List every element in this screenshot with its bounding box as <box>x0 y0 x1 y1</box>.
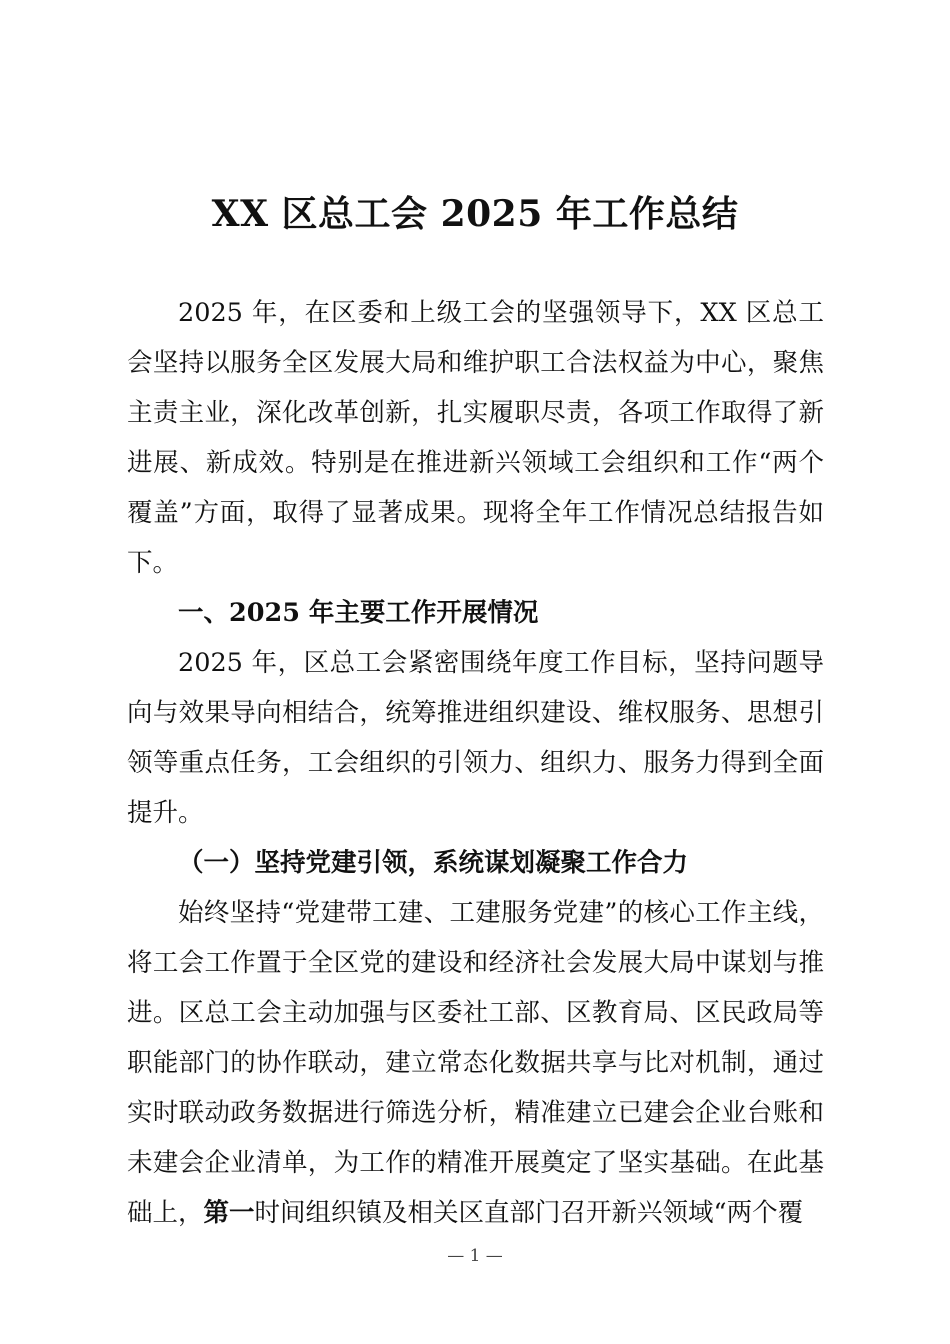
section-heading-1: 一、2025 年主要工作开展情况 <box>178 598 539 628</box>
document-title: XX 区总工会 2025 年工作总结 <box>211 193 739 235</box>
intro-paragraph: 2025 年，在区委和上级工会的坚强领导下，XX 区总工会坚持以服务全区发展大局和维护职工合法权益为中心，聚焦主责主业，深化改革创新，扎实履职尽责，各项工作取得了新进展、新成效。特别是在推进新兴领域工会组织和工作“两个覆盖”方面，取得了显著成果。现将全年工作情况总结报告如下。 <box>127 298 824 578</box>
section-1-intro-paragraph: 2025 年，区总工会紧密围绕年度工作目标，坚持问题导向与效果导向相结合，统筹推进组织建设、维权服务、思想引领等重点任务，工会组织的引领力、组织力、服务力得到全面提升。 <box>127 648 824 828</box>
subsection-1-body-paragraph <box>127 888 824 1238</box>
subsection-heading-1: （一）坚持党建引领，系统谋划凝聚工作合力 <box>178 848 689 878</box>
page-number: — 1 — <box>447 1246 503 1266</box>
body-text-part-2: 时间组织镇及相关区直部门召开新兴领域“两个覆 <box>254 1198 804 1228</box>
body-text-emphasis: 第一 <box>203 1198 255 1228</box>
document-body <box>127 288 824 1238</box>
body-text-part-1: 始终坚持“党建带工建、工建服务党建”的核心工作主线，将工会工作置于全区党的建设和经济社会发展大局中谋划与推进。区总工会主动加强与区委社工部、区教育局、区民政局等职能部门的协作联动，建立常态化数据共享与比对机制，通过实时联动政务数据进行筛选分析，精准建立已建会企业台账和未建会企业清单，为工作的精准开展奠定了坚实基础。在此基础上， <box>127 898 824 1228</box>
